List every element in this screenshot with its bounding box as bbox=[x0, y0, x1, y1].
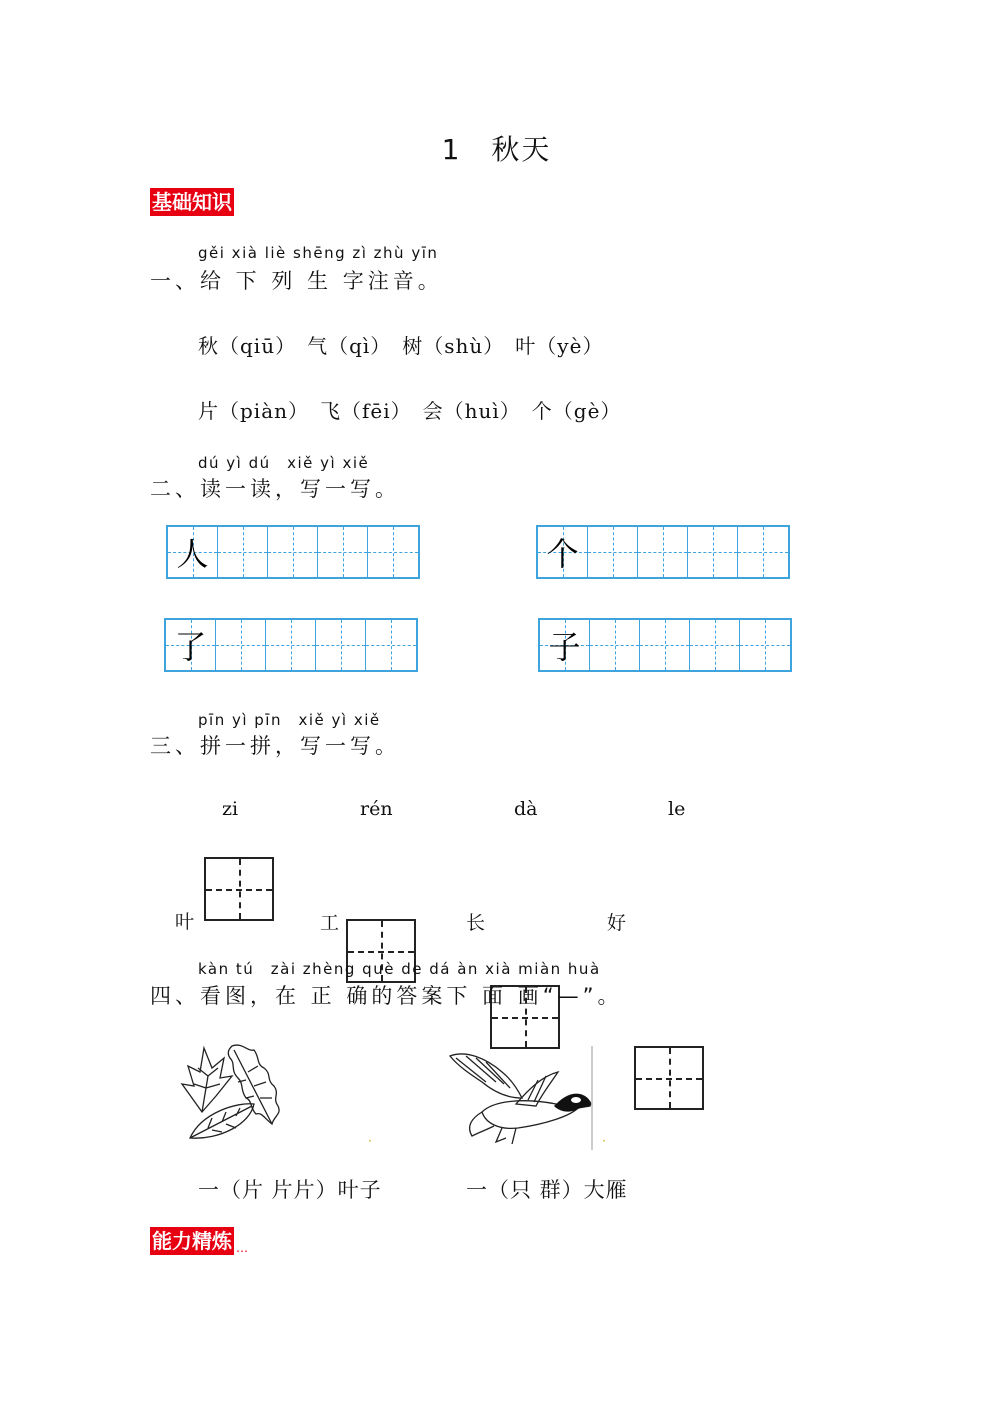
answer-mark: · bbox=[368, 1134, 372, 1148]
q3-item-pinyin: dà bbox=[514, 798, 538, 820]
q4-pinyin: kàn tú zài zhèng què de dá àn xià miàn huà bbox=[198, 960, 601, 978]
grid-cell[interactable] bbox=[366, 620, 416, 670]
q4-heading: 四、看图，在 正 确的答案下 面 画“—”。 bbox=[150, 984, 623, 1008]
grid-cell-char bbox=[166, 620, 216, 670]
q2-heading: 二、读一读，写一写。 bbox=[150, 477, 400, 501]
leaves-illustration bbox=[168, 1032, 300, 1144]
goose-illustration bbox=[446, 1046, 596, 1150]
q1-row-1: 秋（qiū） 气（qì） 树（shù） 叶（yè） bbox=[198, 334, 604, 358]
leaves-icon bbox=[168, 1032, 300, 1144]
grid-cell[interactable] bbox=[266, 620, 316, 670]
grid-cell[interactable] bbox=[688, 527, 738, 577]
section-tag-practice: 能力精炼 bbox=[152, 1229, 232, 1253]
q3-item-hint: 好 bbox=[607, 912, 627, 934]
q1-row-2: 片（piàn） 飞（fēi） 会（huì） 个（gè） bbox=[198, 399, 622, 423]
grid-cell[interactable] bbox=[590, 620, 640, 670]
q3-item-hint: 工 bbox=[320, 912, 340, 934]
grid-char: 个 bbox=[546, 535, 579, 573]
q3-item-pinyin: rén bbox=[360, 798, 393, 820]
grid-cell-char bbox=[168, 527, 218, 577]
section-tag-basic: 基础知识 bbox=[152, 190, 232, 214]
section-tag-dots: … bbox=[236, 1241, 248, 1255]
grid-cell[interactable] bbox=[588, 527, 638, 577]
q4-option-2[interactable]: 一（只 群）大雁 bbox=[466, 1178, 628, 1202]
q3-pinyin: pīn yì pīn xiě yì xiě bbox=[198, 711, 381, 729]
q3-item-hint: 叶 bbox=[175, 911, 195, 933]
grid-cell[interactable] bbox=[638, 527, 688, 577]
grid-cell[interactable] bbox=[268, 527, 318, 577]
q3-item-pinyin: le bbox=[668, 798, 686, 820]
q3-item-hint: 长 bbox=[466, 912, 486, 934]
q4-option-1[interactable]: 一（片 片片）叶子 bbox=[198, 1178, 382, 1202]
writing-grid-3 bbox=[164, 618, 418, 672]
answer-mark: · bbox=[602, 1134, 606, 1148]
grid-char: 子 bbox=[548, 628, 581, 666]
grid-cell[interactable] bbox=[740, 620, 790, 670]
q1-pinyin: gěi xià liè shēng zì zhù yīn bbox=[198, 244, 439, 262]
grid-cell[interactable] bbox=[216, 620, 266, 670]
grid-cell-char bbox=[540, 620, 590, 670]
grid-char: 了 bbox=[174, 628, 207, 666]
writing-grid-1 bbox=[166, 525, 420, 579]
tian-box[interactable] bbox=[634, 1046, 704, 1110]
grid-cell[interactable] bbox=[738, 527, 788, 577]
q2-pinyin: dú yì dú xiě yì xiě bbox=[198, 454, 370, 472]
grid-cell[interactable] bbox=[640, 620, 690, 670]
grid-cell[interactable] bbox=[318, 527, 368, 577]
grid-cell[interactable] bbox=[690, 620, 740, 670]
page-title: 1 秋天 bbox=[441, 133, 552, 166]
q1-heading: 一、给 下 列 生 字注音。 bbox=[150, 269, 443, 293]
q3-item-pinyin: zi bbox=[222, 798, 239, 820]
writing-grid-2 bbox=[536, 525, 790, 579]
grid-cell-char bbox=[538, 527, 588, 577]
grid-cell[interactable] bbox=[218, 527, 268, 577]
section-tag-practice-wrap bbox=[150, 1227, 248, 1255]
tian-box[interactable] bbox=[204, 857, 274, 921]
q3-heading: 三、拼一拼，写一写。 bbox=[150, 734, 400, 758]
grid-cell[interactable] bbox=[316, 620, 366, 670]
writing-grid-4 bbox=[538, 618, 792, 672]
goose-icon bbox=[446, 1046, 596, 1150]
grid-cell[interactable] bbox=[368, 527, 418, 577]
grid-char: 人 bbox=[176, 535, 209, 573]
